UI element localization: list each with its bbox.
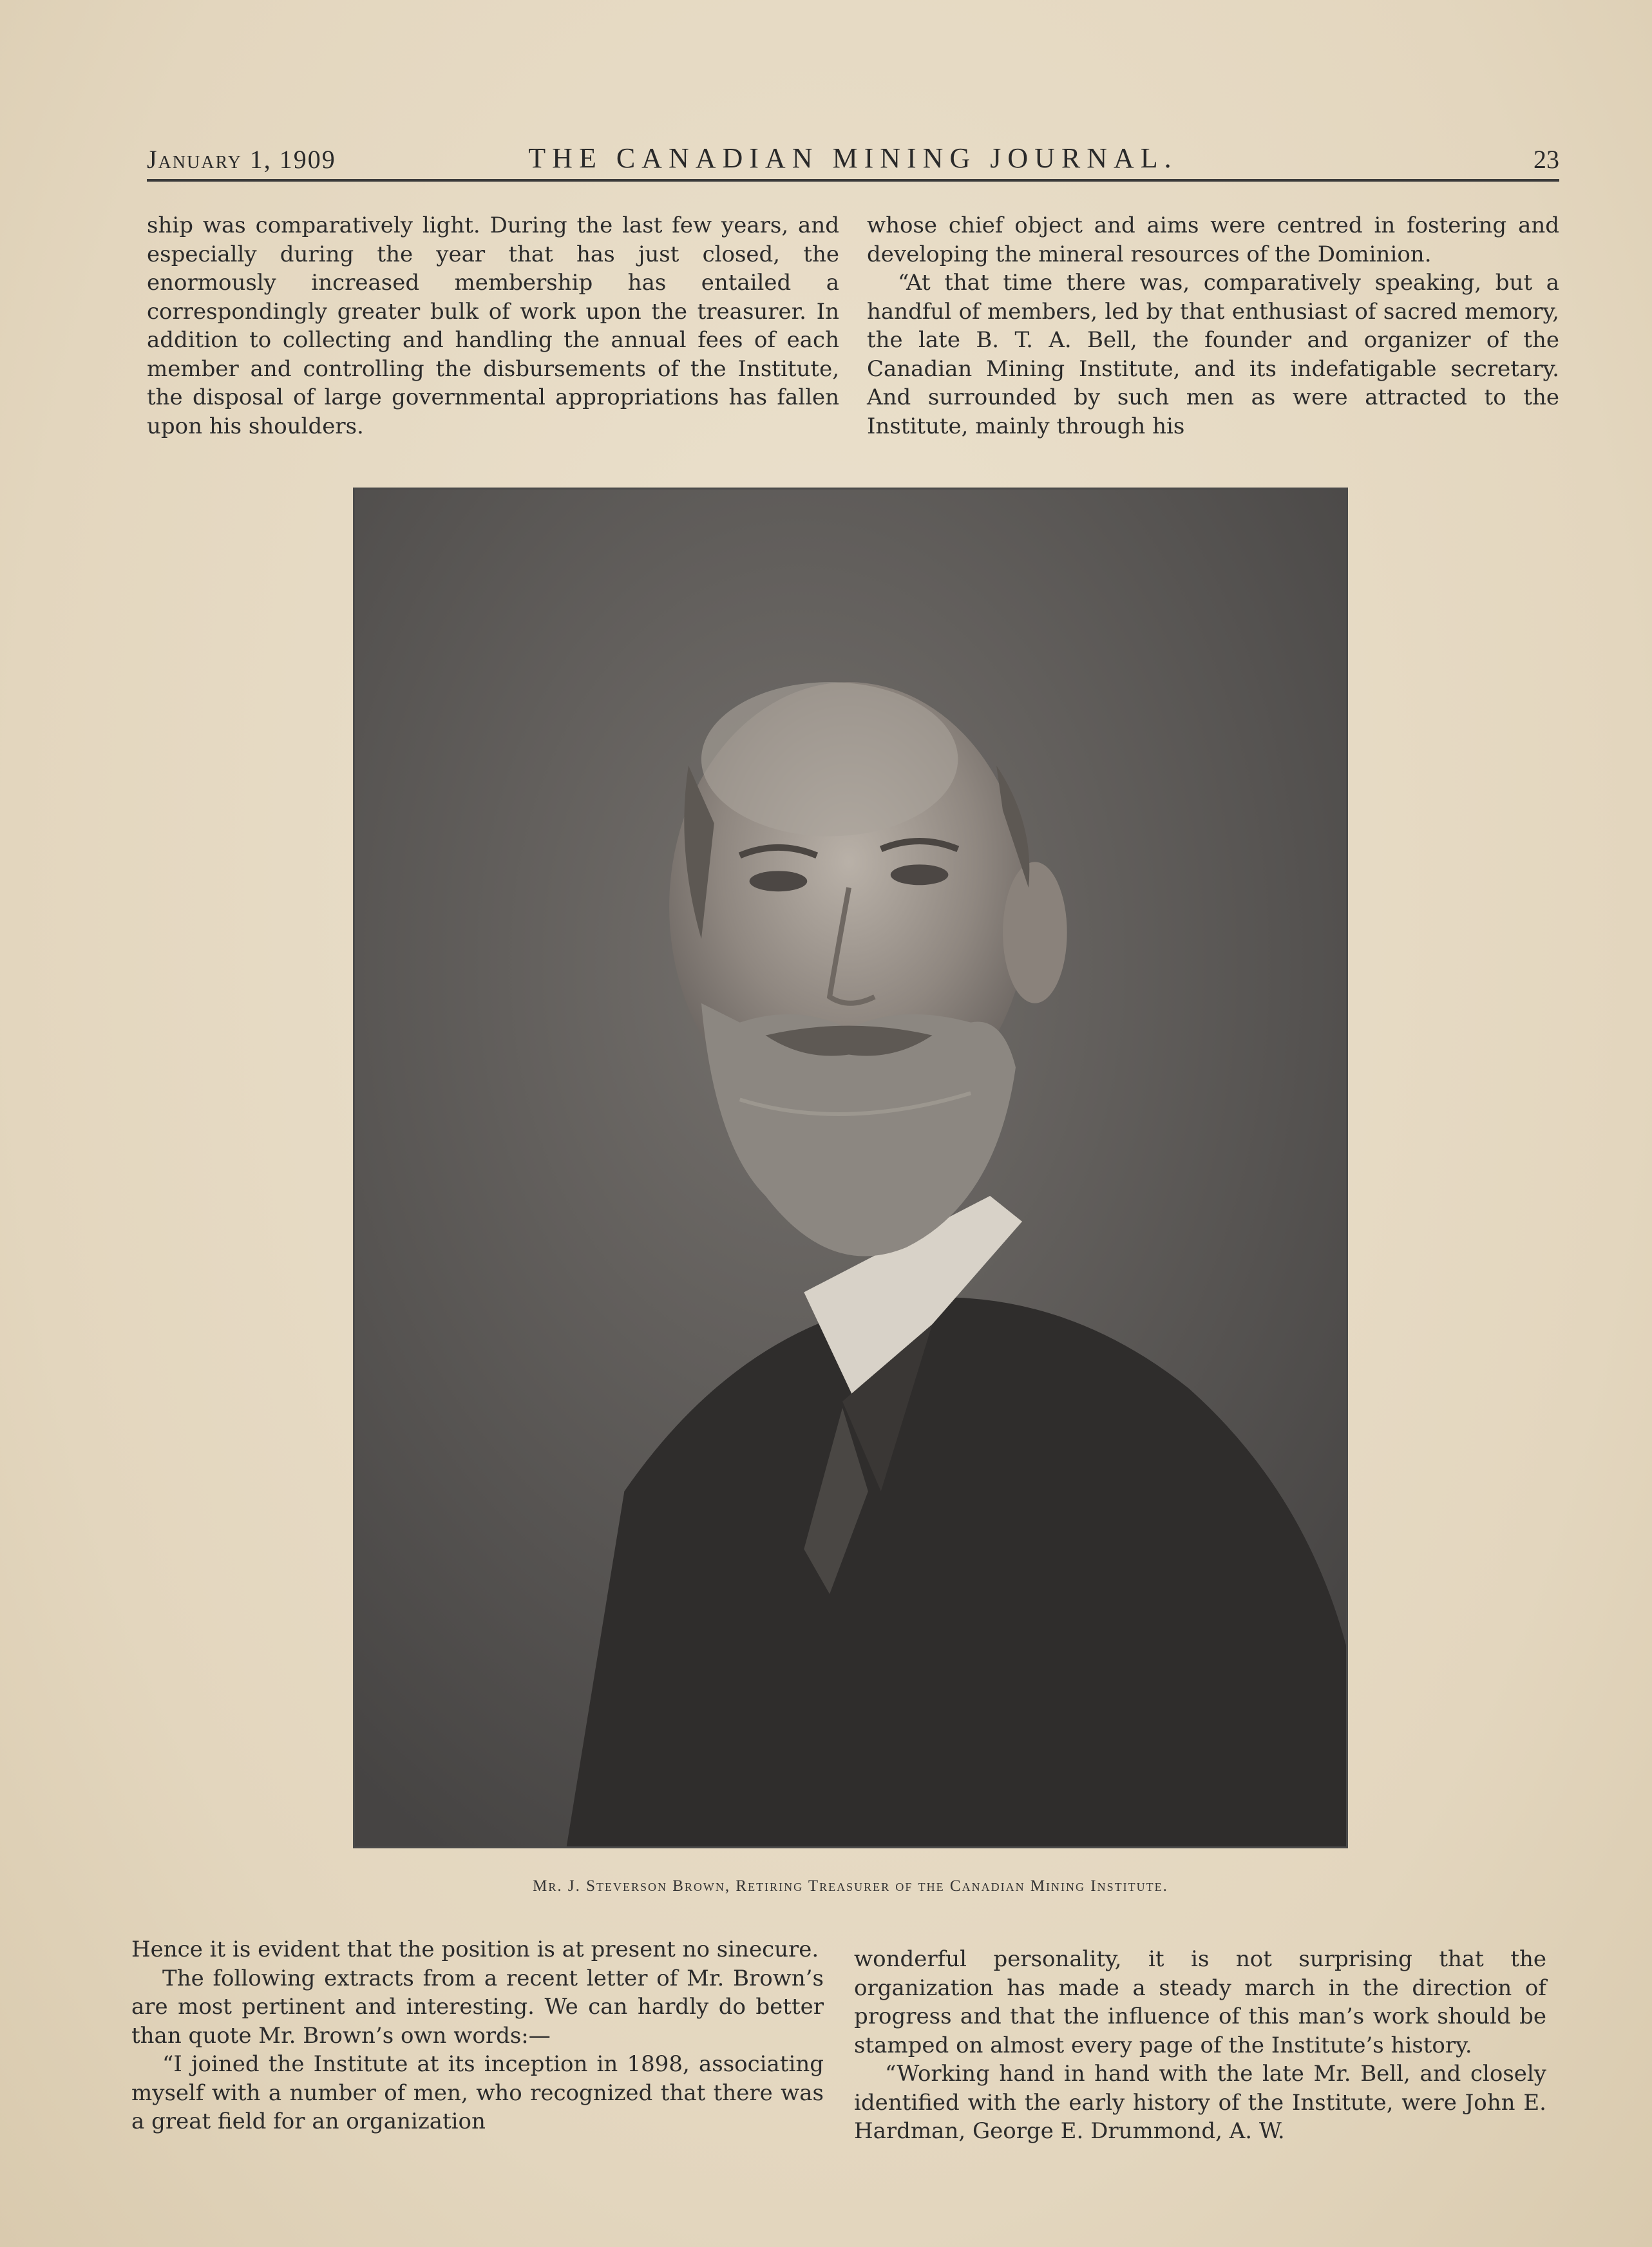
paragraph: “Working hand in hand with the late Mr. Bell, and closely identified with the early history of the Institute, were John E. Hardman, George E. Drummond, A. W. — [854, 2061, 1546, 2144]
paragraph: wonderful personality, it is not surprising that the organization has made a steady march in the direction of progress and that the influence of this man’s work should be stamped on almost every page of the Institute’s history. — [854, 1946, 1546, 2058]
journal-title: THE CANADIAN MINING JOURNAL. — [528, 142, 1178, 174]
paragraph: Hence it is evident that the position is at present no sinecure. — [131, 1937, 819, 1962]
running-header — [147, 137, 1559, 182]
column-top-right — [867, 211, 1559, 441]
column-bottom-left — [131, 1935, 824, 2136]
paragraph: “I joined the Institute at its inception in 1898, associating myself with a number of men, who recognized that there was a great field for an organization — [131, 2051, 824, 2134]
paragraph: whose chief object and aims were centred in fostering and developing the mineral resources of the Dominion. — [867, 213, 1559, 267]
page-number: 23 — [1533, 145, 1559, 174]
column-bottom-right — [854, 1945, 1546, 2146]
figure-caption: Mr. J. Steverson Brown, Retiring Treasurer of the Canadian Mining Institute. — [533, 1877, 1168, 1895]
paragraph: “At that time there was, comparatively speaking, but a handful of members, led by that enthusiast of sacred memory, the late B. T. A. Bell, the founder and organizer of the Canadian Mining Institute, and its indefatigable secretary. And surrounded by such men as were attracted to the Institute, mainly through his — [867, 270, 1559, 439]
paragraph: The following extracts from a recent letter of Mr. Brown’s are most pertinent and interesting. We can hardly do better than quote Mr. Brown’s own words:— — [131, 1965, 824, 2049]
portrait-illustration — [355, 489, 1346, 1846]
issue-date: January 1, 1909 — [147, 145, 336, 174]
paragraph: ship was comparatively light. During the last few years, and especially during the year that has just closed, the enormously increased membership has entailed a correspondingly greater bulk of work upon the treasurer. In addition to collecting and handling the annual fees of each member and controlling the disbursements of the Institute, the disposal of large governmental appropriations has fallen upon his shoulders. — [147, 213, 839, 439]
portrait-photo — [353, 488, 1348, 1848]
column-top-left — [147, 211, 839, 441]
